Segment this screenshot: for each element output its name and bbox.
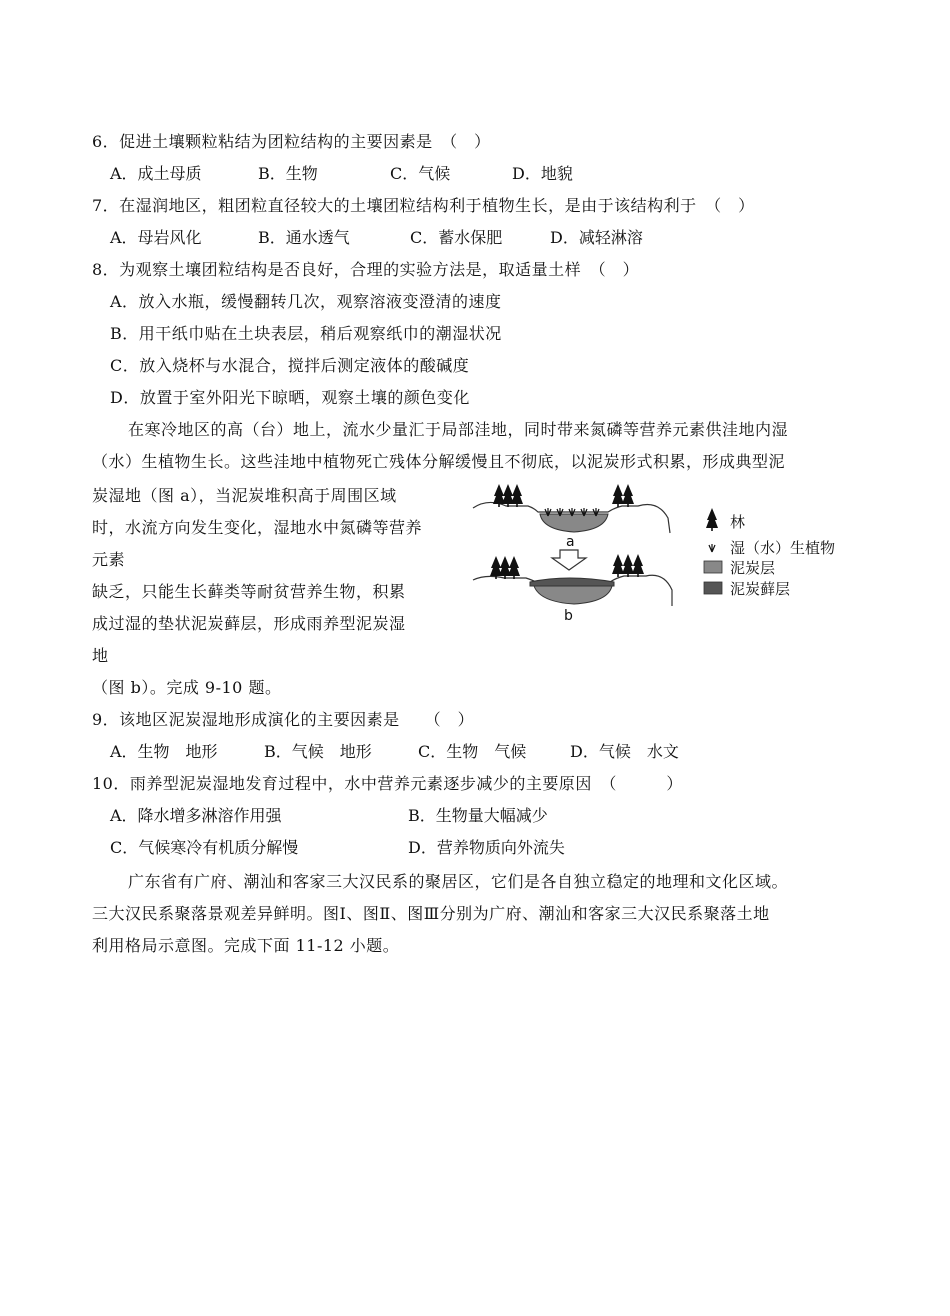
legend-peat-layer: 泥炭层: [730, 559, 776, 577]
passage1-line3: 炭湿地（图 a），当泥炭堆积高于周围区域: [92, 486, 397, 505]
peat-wetland-figure: [468, 478, 868, 628]
q10-stem: 10．雨养型泥炭湿地发育过程中，水中营养元素逐步减少的主要原因 （ ）: [92, 774, 683, 793]
passage1-line9: （图 b）。完成 9-10 题。: [92, 678, 282, 697]
q7-stem: 7．在湿润地区，粗团粒直径较大的土壤团粒结构利于植物生长，是由于该结构利于 （ ）: [92, 196, 755, 215]
q6-option-a[interactable]: A．成土母质: [110, 164, 202, 183]
legend-peat-moss-layer: 泥炭藓层: [730, 580, 791, 598]
figure-label-b: b: [564, 608, 573, 624]
q10-option-a[interactable]: A．降水增多淋溶作用强: [110, 806, 282, 825]
q6-option-b[interactable]: B．生物: [258, 164, 318, 183]
q6-option-d[interactable]: D．地貌: [512, 164, 573, 183]
panel-a: [473, 484, 670, 550]
q7-option-b[interactable]: B．通水透气: [258, 228, 350, 247]
q6-option-c[interactable]: C．气候: [390, 164, 451, 183]
q8-option-a[interactable]: A．放入水瓶，缓慢翻转几次，观察溶液变澄清的速度: [110, 292, 502, 311]
q6-stem: 6．促进土壤颗粒粘结为团粒结构的主要因素是 （ ）: [92, 132, 491, 151]
passage1-line4: 时，水流方向发生变化，湿地水中氮磷等营养: [92, 518, 423, 537]
passage1-line5: 元素: [92, 550, 126, 569]
legend-forest: 林: [730, 513, 746, 531]
passage1-line7: 成过湿的垫状泥炭藓层，形成雨养型泥炭湿: [92, 614, 406, 633]
q10-option-d[interactable]: D．营养物质向外流失: [408, 838, 565, 857]
figure-label-a: a: [566, 534, 575, 550]
q7-option-a[interactable]: A．母岩风化: [110, 228, 202, 247]
passage1-line1: 在寒冷地区的高（台）地上，流水少量汇于局部洼地，同时带来氮磷等营养元素供洼地内湿: [128, 420, 789, 439]
passage2-line3: 利用格局示意图。完成下面 11-12 小题。: [92, 936, 400, 955]
legend-plant-icon: [709, 544, 715, 552]
q10-option-b[interactable]: B．生物量大幅减少: [408, 806, 548, 825]
passage2-line1: 广东省有广府、潮汕和客家三大汉民系的聚居区，它们是各自独立稳定的地理和文化区域。: [128, 872, 789, 891]
down-arrow-icon: [552, 550, 586, 570]
q9-option-d[interactable]: D．气候 水文: [570, 742, 679, 761]
passage2-line2: 三大汉民系聚落景观差异鲜明。图Ⅰ、图Ⅱ、图Ⅲ分别为广府、潮汕和客家三大汉民系聚落土地: [92, 904, 770, 923]
legend-tree-icon: [706, 508, 718, 531]
legend-moss-swatch: [704, 582, 722, 594]
tree-icon: [493, 484, 634, 507]
passage1-line2: （水）生植物生长。这些洼地中植物死亡残体分解缓慢且不彻底，以泥炭形式积累，形成典型泥: [92, 452, 786, 471]
q10-option-c[interactable]: C．气候寒冷有机质分解慢: [110, 838, 299, 857]
q9-option-c[interactable]: C．生物 气候: [418, 742, 527, 761]
q8-stem: 8．为观察土壤团粒结构是否良好，合理的实验方法是，取适量土样 （ ）: [92, 260, 640, 279]
passage1-line8: 地: [92, 646, 109, 665]
q9-option-b[interactable]: B．气候 地形: [264, 742, 372, 761]
legend-wetland-plant: 湿（水）生植物: [730, 539, 836, 557]
q8-option-c[interactable]: C．放入烧杯与水混合，搅拌后测定液体的酸碱度: [110, 356, 470, 375]
legend-peat-swatch: [704, 561, 722, 573]
q8-option-b[interactable]: B．用干纸巾贴在土块表层，稍后观察纸巾的潮湿状况: [110, 324, 502, 343]
q9-stem: 9．该地区泥炭湿地形成演化的主要因素是 （ ）: [92, 710, 475, 729]
q7-option-d[interactable]: D．减轻淋溶: [550, 228, 643, 247]
passage1-line6: 缺乏，只能生长藓类等耐贫营养生物，积累: [92, 582, 406, 601]
figure-legend: [704, 508, 835, 598]
q8-option-d[interactable]: D．放置于室外阳光下晾晒，观察土壤的颜色变化: [110, 388, 470, 407]
q9-option-a[interactable]: A．生物 地形: [110, 742, 218, 761]
q7-option-c[interactable]: C．蓄水保肥: [410, 228, 503, 247]
